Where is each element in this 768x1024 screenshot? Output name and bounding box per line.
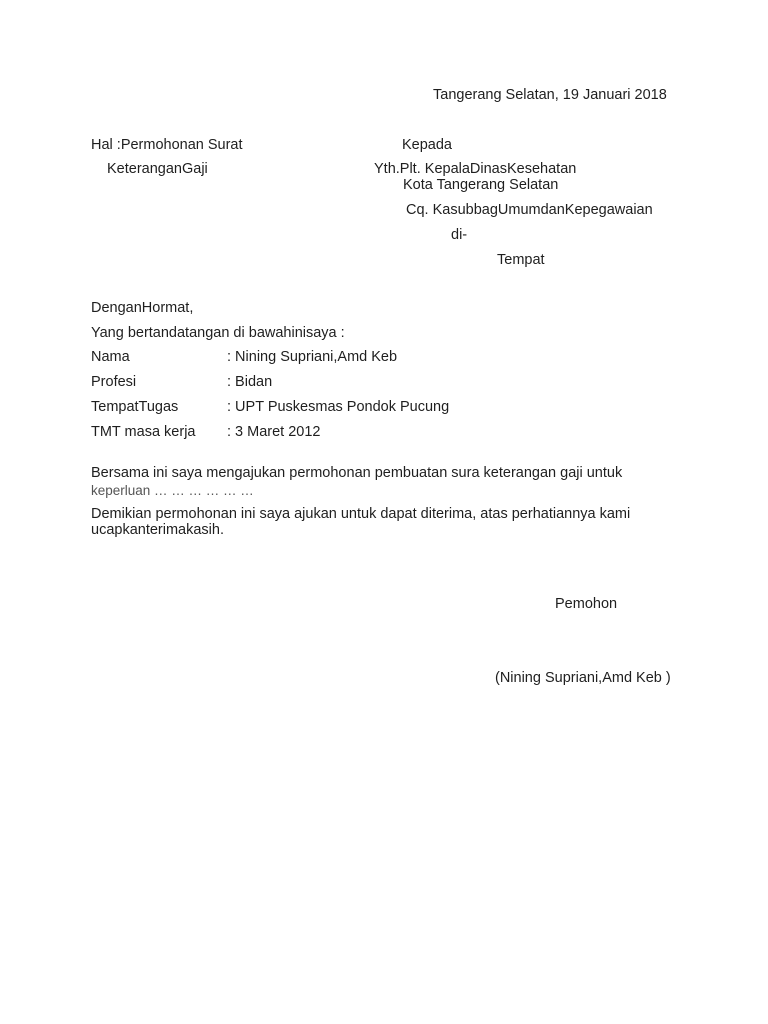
field-value-profesi: : Bidan [227,374,273,390]
body-paragraph-2-line-1: Demikian permohonan ini saya ajukan untuk dapat diterima, atas perhatiannya kami [91,506,631,522]
signature-name: (Nining Supriani,Amd Keb ) [495,670,671,686]
recipient-kepada: Kepada [402,137,452,153]
recipient-line-1: Yth.Plt. KepalaDinasKesehatan [374,161,577,177]
salutation: DenganHormat, [91,300,194,316]
field-value-tmt: : 3 Maret 2012 [227,424,321,440]
field-value-nama: : Nining Supriani,Amd Keb [227,349,398,365]
recipient-line-4: di- [451,227,468,243]
intro-line: Yang bertandatangan di bawahinisaya : [91,325,345,341]
body-paragraph-2-line-2: ucapkanterimakasih. [91,522,224,538]
signature-title: Pemohon [555,596,618,612]
subject-line-1: Hal :Permohonan Surat [91,137,243,153]
field-label-profesi: Profesi [91,374,137,390]
recipient-line-2: Kota Tangerang Selatan [403,177,559,193]
field-value-tempat-tugas: : UPT Puskesmas Pondok Pucung [227,399,450,415]
body-paragraph-1-line-2: keperluan … … … … … … [91,483,254,498]
field-label-tmt: TMT masa kerja [91,424,196,440]
recipient-line-5: Tempat [497,252,545,268]
field-label-tempat-tugas: TempatTugas [91,399,179,415]
place-date: Tangerang Selatan, 19 Januari 2018 [433,87,667,103]
body-paragraph-1-line-1: Bersama ini saya mengajukan permohonan pembuatan sura keterangan gaji untuk [91,465,623,481]
subject-line-2: KeteranganGaji [107,161,208,177]
field-label-nama: Nama [91,349,130,365]
recipient-line-3: Cq. KasubbagUmumdanKepegawaian [406,202,653,218]
